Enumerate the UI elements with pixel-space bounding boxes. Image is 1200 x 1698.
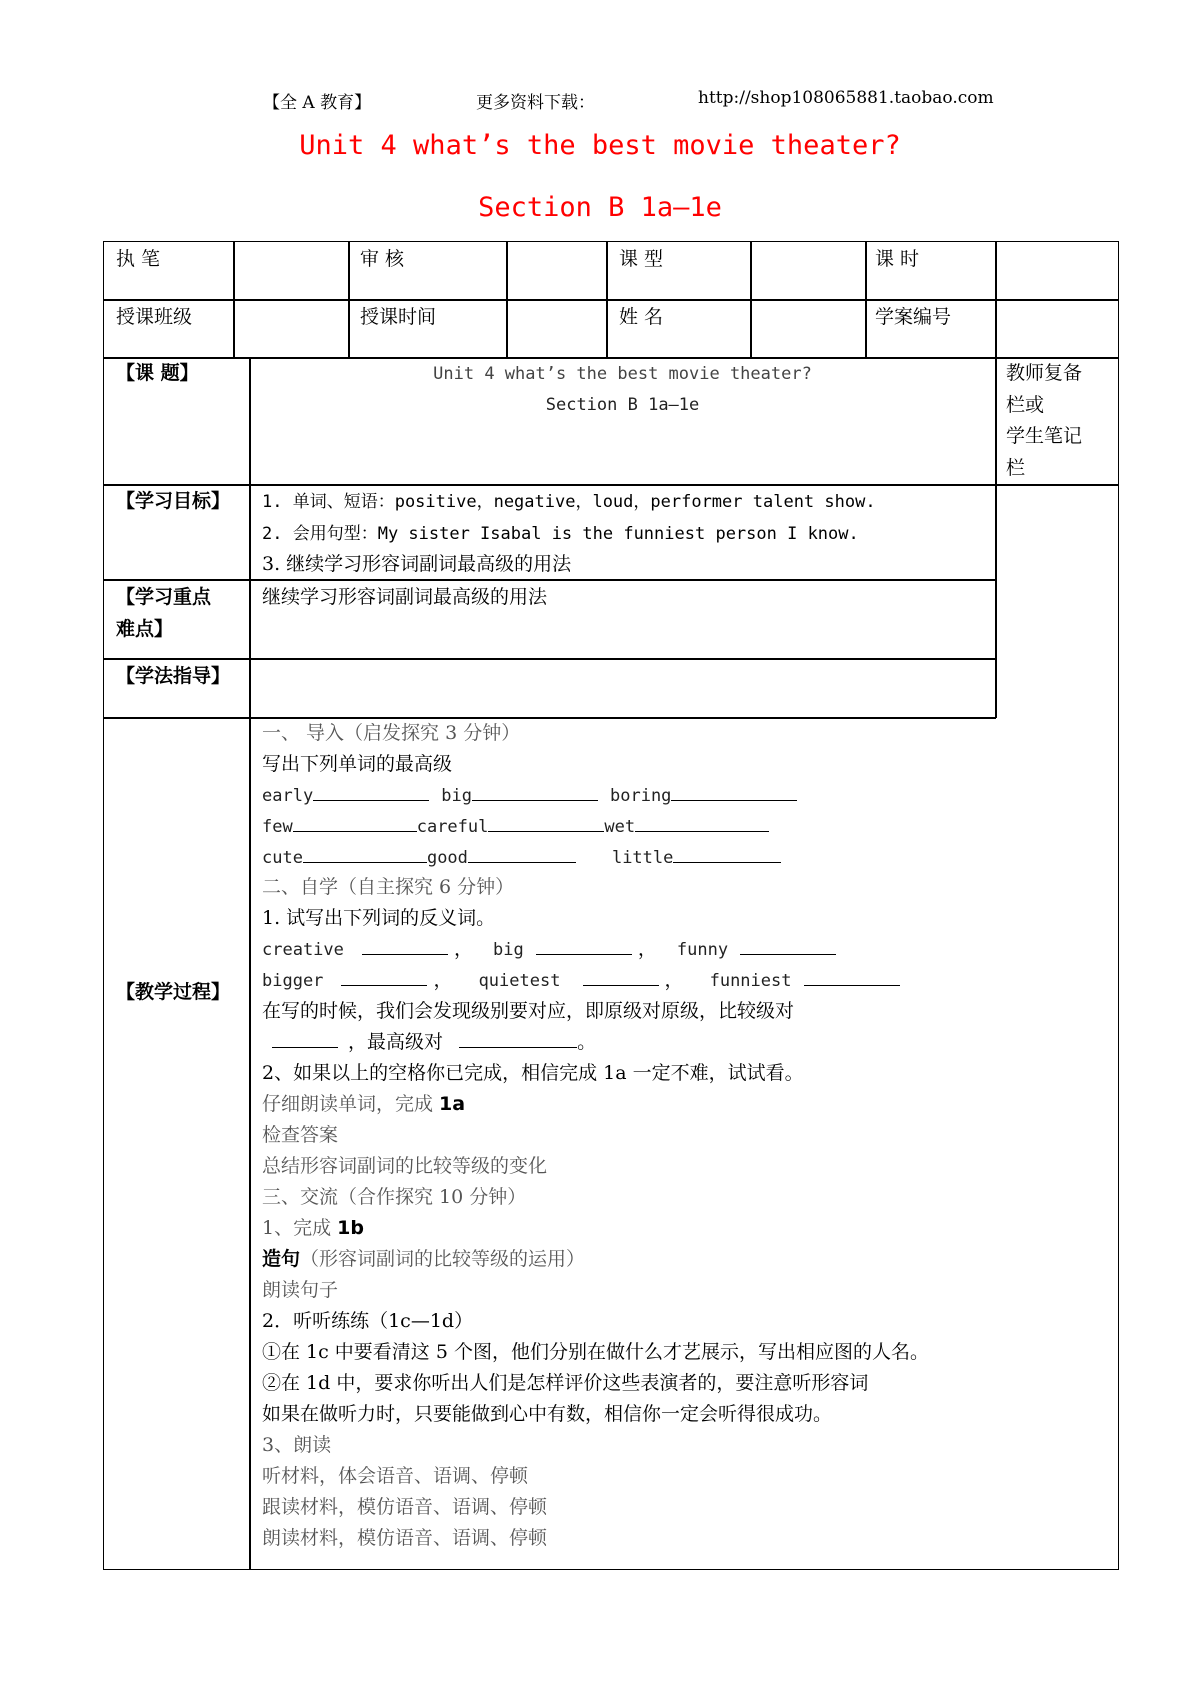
antonym-row: bigger ， quietest ， funniest	[262, 965, 900, 997]
section-3-step-2a: ①在 1c 中要看清这 5 个图，他们分别在做什么才艺展示，写出相应图的人名。	[262, 1341, 929, 1363]
key-text: 继续学习形容词副词最高级的用法	[262, 586, 548, 608]
side-note-line: 栏	[1006, 457, 1026, 479]
section-3-step-3c: 朗读材料，模仿语音、语调、停顿	[262, 1527, 548, 1549]
info-label-name: 姓 名	[619, 306, 664, 328]
section-3-step-3: 3、朗读	[262, 1434, 332, 1456]
goals-label: 【学习目标】	[116, 490, 231, 512]
header-brand: 【全 A 教育】	[263, 93, 372, 113]
section-2-instruction: 1. 试写出下列词的反义词。	[262, 907, 496, 929]
section-2-summary: 总结形容词副词的比较等级的变化	[262, 1155, 548, 1177]
goal-item: 3. 继续学习形容词副词最高级的用法	[262, 553, 572, 575]
section-3-make-sentences: 造句（形容词副词的比较等级的运用）	[262, 1248, 586, 1270]
info-label-writer: 执 笔	[116, 248, 161, 270]
section-2-note: 在写的时候，我们会发现级别要对应，即原级对原级，比较级对	[262, 1000, 795, 1022]
info-label-plan-number: 学案编号	[875, 306, 952, 328]
section-2-read: 仔细朗读单词，完成 1a	[262, 1093, 466, 1115]
section-2-check: 检查答案	[262, 1124, 339, 1146]
header-download-label: 更多资料下载：	[476, 93, 595, 113]
key-label: 【学习重点	[116, 586, 212, 608]
section-3-step-1: 1、完成 1b	[262, 1217, 364, 1239]
antonym-row: creative ， big ， funny	[262, 934, 836, 966]
header-url[interactable]: http://shop108065881.taobao.com	[698, 88, 994, 108]
section-3-read: 朗读句子	[262, 1279, 339, 1301]
section-3-step-2b: ②在 1d 中，要求你听出人们是怎样评价这些表演者的，要注意听形容词	[262, 1372, 869, 1394]
word-row: early big boring	[262, 780, 797, 812]
section-2-note-cont: ，最高级对 。	[262, 1027, 596, 1058]
info-label-reviewer: 审 核	[360, 248, 405, 270]
word-row: few careful wet	[262, 811, 769, 843]
section-3-step-2: 2．听听练练（1c—1d）	[262, 1310, 474, 1332]
key-label-cont: 难点】	[116, 618, 174, 640]
topic-label: 【课 题】	[116, 362, 199, 384]
side-note-line: 栏或	[1006, 394, 1045, 416]
section-2-title: 二、自学（自主探究 6 分钟）	[262, 876, 515, 898]
info-label-time: 授课时间	[360, 306, 437, 328]
goal-item: 1. 单词、短语：positive，negative，loud，performer talent show.	[262, 492, 876, 512]
side-note-line: 学生笔记	[1006, 425, 1083, 447]
side-note-line: 教师复备	[1006, 362, 1083, 384]
info-label-class: 授课班级	[116, 306, 193, 328]
section-3-step-2c: 如果在做听力时，只要能做到心中有数，相信你一定会听得很成功。	[262, 1403, 833, 1425]
method-label: 【学法指导】	[116, 665, 231, 687]
word-row: cute good little	[262, 842, 781, 874]
info-label-lesson-type: 课 型	[619, 248, 664, 270]
section-3-step-3b: 跟读材料，模仿语音、语调、停顿	[262, 1496, 548, 1518]
goal-item: 2. 会用句型：My sister Isabal is the funniest person I know.	[262, 524, 859, 544]
process-label: 【教学过程】	[116, 981, 231, 1003]
page-subtitle: Section B 1a—1e	[478, 192, 722, 223]
section-2-step-2: 2、如果以上的空格你已完成，相信完成 1a 一定不难，试试看。	[262, 1062, 804, 1084]
section-1-title: 一、 导入（启发探究 3 分钟）	[262, 722, 521, 744]
topic-line-2: Section B 1a—1e	[545, 395, 700, 415]
section-3-title: 三、交流（合作探究 10 分钟）	[262, 1186, 527, 1208]
topic-line-1: Unit 4 what’s the best movie theater?	[433, 364, 812, 384]
section-1-instruction: 写出下列单词的最高级	[262, 753, 453, 775]
page-title: Unit 4 what’s the best movie theater?	[299, 130, 901, 161]
section-3-step-3a: 听材料，体会语音、语调、停顿	[262, 1465, 529, 1487]
info-label-period: 课 时	[875, 248, 920, 270]
